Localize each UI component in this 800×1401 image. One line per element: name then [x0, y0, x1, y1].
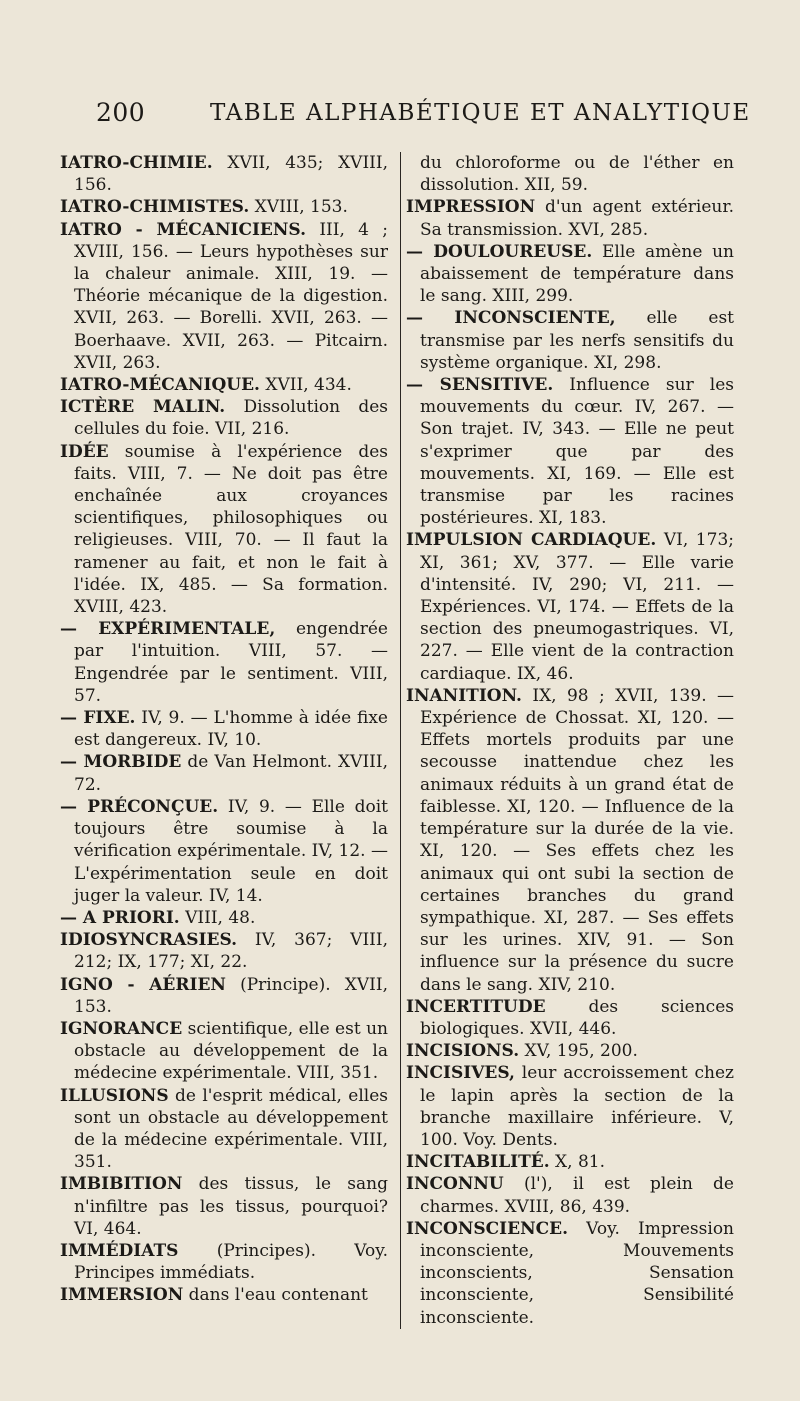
entry-headword: INCONNU: [406, 1174, 504, 1195]
entry-references: (Principe). XVII, 153.: [74, 974, 389, 1017]
entry-references: de l'esprit médical, elles sont un obstacle au développement de la médecine expérimentale. VIII, 351.: [74, 1085, 388, 1173]
index-entry: [60, 441, 388, 619]
index-entry: [60, 1173, 388, 1240]
entry-references: leur accroissement chez le lapin après la section de la branche maxillaire inférieure. V, 100. Voy. Dents.: [420, 1063, 734, 1150]
entry-headword: IATRO-MÉCANIQUE.: [60, 375, 260, 396]
entry-headword: IATRO - MÉCANICIENS.: [60, 219, 307, 240]
entry-headword: INANITION.: [406, 685, 522, 706]
entry-headword: IATRO-CHIMISTES.: [60, 197, 250, 218]
entry-headword: IDÉE: [60, 441, 109, 462]
index-entry: [60, 707, 388, 751]
index-entry: [60, 196, 388, 218]
entry-references: XV, 195, 200.: [519, 1041, 638, 1062]
entry-references: des sciences biologiques. XVII, 446.: [420, 996, 734, 1039]
entry-references: IV, 9. — L'homme à idée fixe est dangereux. IV, 10.: [74, 708, 388, 751]
index-entry: [406, 996, 734, 1040]
entry-headword: ILLUSIONS: [60, 1085, 169, 1106]
entry-headword: IGNORANCE: [60, 1018, 183, 1039]
entry-headword: INCITABILITÉ.: [406, 1152, 550, 1173]
entry-references: Elle amène un abaissement de température dans le sang. XIII, 299.: [420, 241, 734, 307]
entry-references: XVIII, 153.: [249, 197, 348, 218]
entry-headword: IMMÉDIATS: [60, 1240, 179, 1261]
index-entry: [60, 907, 388, 929]
index-entry: [60, 1018, 388, 1085]
index-entry: [60, 374, 388, 396]
entry-references: Influence sur les mouvements du cœur. IV, 267. — Son trajet. IV, 343. — Elle ne peut s'exprimer que par des mouvements. XI, 169. — Elle est transmise par les racines postérieures. XI, 183.: [420, 375, 734, 529]
entry-references: XVII, 434.: [259, 375, 352, 396]
index-entry: [406, 374, 734, 529]
index-entry: [406, 685, 734, 996]
index-entry: [60, 618, 388, 707]
entry-headword: INCISIVES,: [406, 1063, 515, 1084]
running-header: [60, 96, 751, 136]
entry-headword: — INCONSCIENTE,: [406, 308, 616, 329]
entry-headword: — FIXE.: [60, 708, 136, 729]
index-entry: [406, 1151, 734, 1173]
entry-headword: — A PRIORI.: [60, 907, 180, 928]
index-entry: [60, 1240, 388, 1284]
entry-references: Voy. Impression inconsciente, Mouvements inconscients, Sensation inconsciente, Sensibilité inconsciente.: [420, 1218, 734, 1328]
entry-headword: — EXPÉRIMENTALE,: [60, 619, 276, 640]
entry-references: des tissus, le sang n'infiltre pas les tissus, pourquoi? VI, 464.: [74, 1174, 388, 1239]
entry-references: d'un agent extérieur. Sa transmission. XVI, 285.: [420, 197, 734, 240]
entry-references: soumise à l'expérience des faits. VIII, 7. — Ne doit pas être enchaînée aux croyances scientifiques, philosophiques ou religieuses. VIII, 70. — Il faut la ramener au fait, et non le fait à l'idée. IX, 485. — Sa formation. XVIII, 423.: [74, 441, 388, 618]
index-entry: [406, 1040, 734, 1062]
index-entry: [60, 1085, 388, 1174]
index-entry: [60, 929, 388, 973]
index-entry: [406, 1173, 734, 1217]
entry-headword: IMPRESSION: [406, 197, 536, 218]
entry-headword: ICTÈRE MALIN.: [60, 397, 226, 418]
index-entry: [60, 152, 388, 196]
entry-headword: — MORBIDE: [60, 752, 182, 773]
entry-references: IX, 98 ; XVII, 139. — Expérience de Chossat. XI, 120. — Effets mortels produits par une secousse inattendue chez les animaux réduits à un grand état de faiblesse. XI, 120. — Influence de la température sur la durée de la vie. XI, 120. — Ses effets chez les animaux qui ont subi la section de certaines branches du grand sympathique. XI, 287. — Ses effets sur les urines. XIV, 91. — Son influence sur la présence du sucre dans le sang. XIV, 210.: [420, 685, 734, 995]
entry-references: elle est transmise par les nerfs sensitifs du système organique. XI, 298.: [420, 308, 734, 373]
entry-headword: — DOULOUREUSE.: [406, 241, 593, 262]
index-entry: [406, 1218, 734, 1329]
entry-references: scientifique, elle est un obstacle au développement de la médecine expérimentale. VIII, 351.: [74, 1018, 388, 1084]
index-entry: [406, 196, 734, 240]
entry-headword: IMBIBITION: [60, 1174, 183, 1195]
entry-references: (l'), il est plein de charmes. XVIII, 86, 439.: [420, 1174, 734, 1217]
index-entry: [60, 396, 388, 440]
index-entry: [406, 1062, 734, 1151]
entry-references: du chloroforme ou de l'éther en dissolution. XII, 59.: [420, 153, 734, 196]
entry-references: IV, 367; VIII, 212; IX, 177; XI, 22.: [74, 930, 388, 973]
index-entry: [406, 152, 734, 196]
entry-headword: IMPULSION CARDIAQUE.: [406, 530, 657, 551]
left-column: [60, 152, 401, 1329]
entry-references: engendrée par l'intuition. VIII, 57. — Engendrée par le sentiment. VIII, 57.: [74, 619, 388, 706]
entry-references: XVII, 435; XVIII, 156.: [74, 153, 388, 196]
entry-references: Dissolution des cellules du foie. VII, 216.: [74, 397, 388, 440]
index-entry: [60, 751, 388, 795]
entry-references: III, 4 ; XVIII, 156. — Leurs hypothèses sur la chaleur animale. XIII, 19. — Théorie mécanique de la digestion. XVII, 263. — Borelli. XVII, 263. — Boerhaave. XVII, 263. — Pitcairn. XVII, 263.: [74, 219, 388, 373]
entry-references: (Principes). Voy. Principes immédiats.: [74, 1240, 388, 1284]
two-column-index: [60, 152, 734, 1329]
entry-headword: INCERTITUDE: [406, 996, 546, 1017]
entry-references: X, 81.: [549, 1152, 605, 1173]
entry-headword: IATRO-CHIMIE.: [60, 153, 213, 173]
index-entry: [406, 307, 734, 374]
entry-headword: IMMERSION: [60, 1285, 184, 1306]
entry-headword: — PRÉCONÇUE.: [60, 796, 219, 817]
entry-headword: IDIOSYNCRASIES.: [60, 930, 238, 951]
entry-headword: INCONSCIENCE.: [406, 1218, 569, 1239]
entry-references: de Van Helmont. XVIII, 72.: [74, 752, 388, 795]
entry-headword: — SENSITIVE.: [406, 375, 554, 396]
entry-headword: INCISIONS.: [406, 1041, 520, 1062]
running-title: TABLE ALPHABÉTIQUE ET ANALYTIQUE: [210, 100, 751, 126]
index-entry: [60, 796, 388, 907]
index-entry: [406, 529, 734, 684]
entry-references: dans l'eau contenant: [183, 1285, 368, 1306]
index-entry: [60, 219, 388, 374]
entry-headword: IGNO - AÉRIEN: [60, 974, 226, 995]
entry-references: VI, 173; XI, 361; XV, 377. — Elle varie d'intensité. IV, 290; VI, 211. — Expériences. VI, 174. — Effets de la section des pneumogastriques. VI, 227. — Elle vient de la contraction cardiaque. IX, 46.: [420, 530, 734, 684]
index-entry: [60, 974, 388, 1018]
page-number: 200: [96, 98, 146, 127]
index-entry: [406, 241, 734, 308]
right-column: [402, 152, 734, 1329]
entry-references: VIII, 48.: [179, 907, 256, 928]
entry-references: IV, 9. — Elle doit toujours être soumise à la vérification expérimentale. IV, 12. — L'expérimentation seule en doit juger la valeur. IV, 14.: [74, 796, 388, 906]
index-entry: [60, 1284, 388, 1306]
